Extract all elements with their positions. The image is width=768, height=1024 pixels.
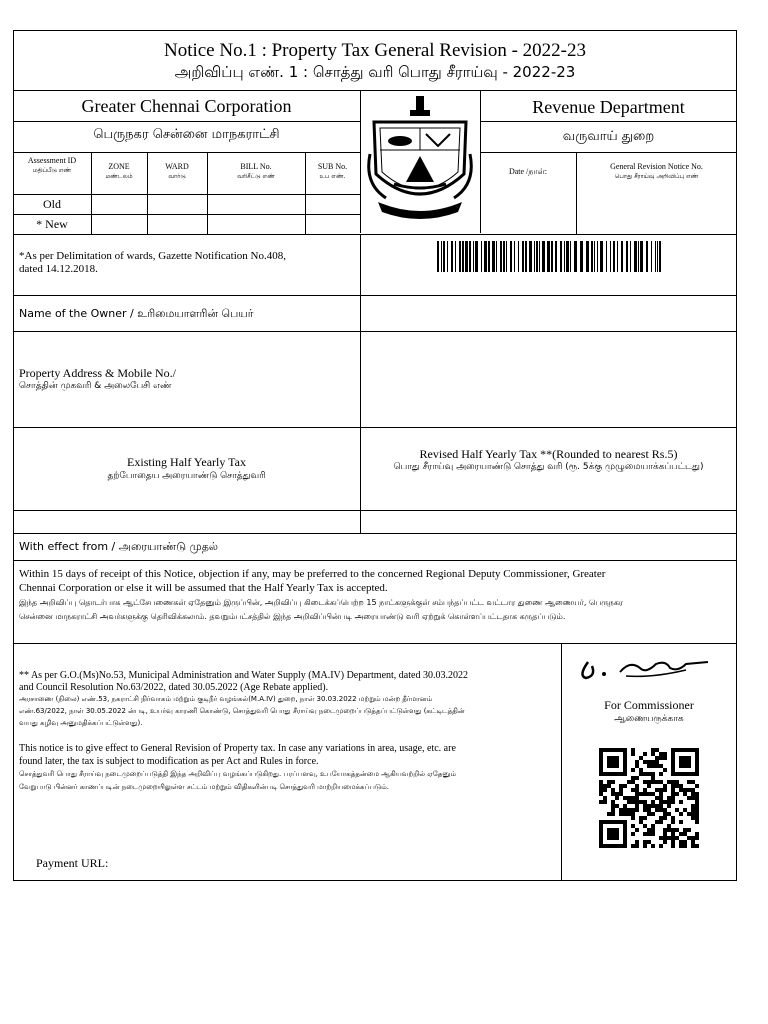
revision-note-ta1: சொத்துவரி பொது சீராய்வு நடைமுறைப்படுத்தி இந்த அறிவிப்பு வழங்கப்படுகிறது. பரப்பளவு, உபயோகத்தன்மை ஆகியவற்றில் ஏதேனும்	[19, 770, 457, 778]
column-header-bill-no: BILL No.	[240, 162, 272, 171]
barcode-icon	[437, 241, 663, 272]
row-label-new: * New	[36, 217, 68, 231]
emblem-icon	[366, 94, 474, 226]
column-header-zone-tamil: மண்டலம்	[105, 173, 133, 180]
notice-title-tamil: அறிவிப்பு எண். 1 : சொத்து வரி பொது சீராய்வு - 2022-23	[174, 63, 576, 81]
revised-tax-label: Revised Half Yearly Tax **(Rounded to nearest Rs.5)	[419, 447, 678, 461]
go-note-ta2: எண்.63/2022, நாள் 30.05.2022 ன்படி, உயர்வு காரணி கொண்டு, சொத்துவரி பொது சீராய்வு நடைமுறைப்படுத்தப்பட்டுள்ளது (கட்டிடத்தின்	[19, 707, 465, 715]
owner-name-label: Name of the Owner / உரிமையாளரின் பெயர்	[19, 307, 254, 320]
department-name: Revenue Department	[532, 97, 685, 117]
go-note-en2: and Council Resolution No.63/2022, dated 30.05.2022 (Age Rebate applied).	[19, 682, 329, 693]
existing-tax-label: Existing Half Yearly Tax	[127, 455, 246, 469]
divider	[13, 295, 737, 296]
divider	[480, 152, 737, 153]
delimitation-note-line1: *As per Delimitation of wards, Gazette Notification No.408,	[19, 250, 286, 262]
revision-note-ta2: வேறுபாடு பின்னர் காணப்படின் நடைமுறையிலுள்ள சட்டம் மற்றும் விதிகளின்படி சொத்துவரி மாற்றியமைக்கப்படும்.	[19, 783, 389, 791]
go-note-ta3: வயது கழிவு அனுமதிக்கப்பட்டுள்ளது).	[19, 719, 143, 727]
divider	[561, 643, 562, 881]
divider	[13, 560, 737, 561]
property-address-label-tamil: சொத்தின் முகவரி & அலைபேசி எண்	[19, 381, 172, 391]
divider	[13, 510, 737, 511]
divider	[13, 194, 360, 195]
date-label: Date /நாள்:	[508, 167, 548, 176]
corporation-name-tamil: பெருநகர சென்னை மாநகராட்சி	[93, 127, 280, 142]
divider	[13, 234, 737, 235]
revision-note-en1: This notice is to give effect to General Revision of Property tax. In case any variations in area, usage, etc. are	[19, 743, 456, 754]
signature-icon	[574, 652, 714, 688]
column-header-zone: ZONE	[108, 162, 130, 171]
payment-qr-code[interactable]	[599, 748, 699, 848]
column-header-ward-tamil: வார்டு	[168, 173, 186, 180]
row-label-old: Old	[43, 197, 61, 211]
divider	[13, 214, 360, 215]
column-header-sub-no-tamil: உப எண்.	[319, 173, 346, 180]
notice-number-label-tamil: பொது சீராய்வு அறிவிப்பு எண்	[614, 173, 699, 180]
divider	[13, 331, 737, 332]
with-effect-from-label: With effect from / அரையாண்டு முதல்	[19, 540, 219, 553]
qr-code-icon	[599, 748, 699, 848]
commissioner-signature	[574, 652, 714, 688]
for-commissioner-label-tamil: ஆணையருக்காக	[614, 714, 684, 724]
barcode	[437, 241, 663, 272]
column-header-sub-no: SUB No.	[317, 162, 348, 171]
notice-number-label: General Revision Notice No.	[610, 162, 703, 171]
divider	[13, 643, 737, 644]
divider	[480, 121, 737, 122]
divider	[13, 121, 360, 122]
existing-tax-label-tamil: தற்போதைய அரையாண்டு சொத்துவரி	[107, 471, 266, 481]
column-header-ward: WARD	[165, 162, 189, 171]
divider	[13, 152, 360, 153]
objection-note-en2: Chennai Corporation or else it will be assumed that the Half Yearly Tax is accepted.	[19, 582, 388, 594]
go-note-ta1: அரசாணை (நிலை) எண்.53, நகராட்சி நிர்வாகம் மற்றும் குடிநீர் வழங்கல்(M.A.IV) துறை, நாள் 30.03.2022 மற்றும் மன்ற தீர்மானம்	[19, 695, 433, 703]
go-note-en1: ** As per G.O.(Ms)No.53, Municipal Administration and Water Supply (MA.IV) Department, dated 30.03.2022	[19, 670, 468, 681]
property-address-label: Property Address & Mobile No./	[19, 366, 176, 380]
objection-note-en1: Within 15 days of receipt of this Notice, objection if any, may be preferred to the concerned Regional Deputy Commissioner, Greater	[19, 568, 606, 580]
corporation-emblem	[366, 94, 474, 226]
divider	[360, 90, 361, 233]
payment-url-label: Payment URL:	[36, 856, 109, 870]
for-commissioner-label: For Commissioner	[604, 698, 694, 712]
objection-note-ta1: இந்த அறிவிப்பு தொடர்பாக ஆட்சேபணைகள் ஏதேனும் இருப்பின், அறிவிப்பு கிடைக்கப்பெற்ற 15 நாட்களுக்குள் சம்பந்தப்பட்ட வட்டார துணை ஆணையர், பெருநகர	[19, 598, 623, 607]
divider	[360, 234, 361, 533]
divider	[13, 427, 737, 428]
divider	[13, 90, 737, 91]
column-header-assessment-id-tamil: மதிப்பீடு எண்	[32, 167, 72, 174]
divider	[13, 533, 737, 534]
objection-note-ta2: சென்னை மாநகராட்சி அவர்களுக்கு தெரிவிக்கலாம். தவறும்பட்சத்தில் இந்த அறிவிப்பின்படி அரையாண்டு வரி ஏற்றுக் கொள்ளப்பட்டதாக கருதப்படும்.	[19, 612, 566, 621]
column-header-bill-no-tamil: வரிசீட்டு எண்	[237, 173, 275, 180]
column-header-assessment-id: Assessment ID	[27, 156, 77, 165]
corporation-name: Greater Chennai Corporation	[81, 96, 292, 116]
revision-note-en2: found later, the tax is subject to modification as per Act and Rules in force.	[19, 756, 319, 767]
department-name-tamil: வருவாய் துறை	[562, 129, 655, 144]
revised-tax-label-tamil: பொது சீராய்வு அரையாண்டு சொத்து வரி (ரூ. 5க்கு முழுமையாக்கப்பட்டது)	[393, 462, 704, 472]
notice-title: Notice No.1 : Property Tax General Revision - 2022-23	[163, 40, 587, 61]
delimitation-note-line2: dated 14.12.2018.	[19, 263, 98, 275]
